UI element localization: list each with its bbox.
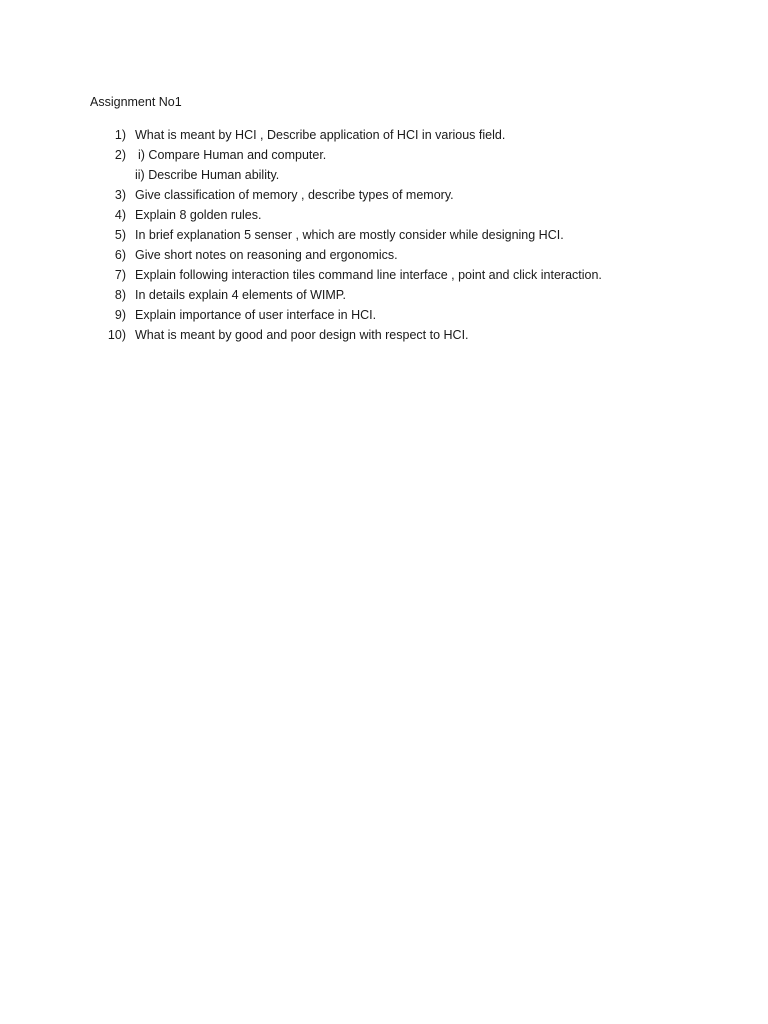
question-text: Explain 8 golden rules.	[135, 208, 262, 222]
question-item	[96, 285, 736, 305]
document-title: Assignment No1	[90, 95, 182, 109]
question-number: 4)	[114, 208, 126, 222]
question-number: 9)	[114, 308, 126, 322]
question-text: In details explain 4 elements of WIMP.	[135, 288, 346, 302]
question-item	[96, 325, 736, 345]
question-number: 1)	[114, 128, 126, 142]
question-number: 8)	[114, 288, 126, 302]
question-list	[96, 125, 736, 345]
question-text: Give short notes on reasoning and ergonomics.	[135, 248, 398, 262]
question-item	[96, 305, 736, 325]
question-item	[96, 145, 736, 185]
question-text: Explain following interaction tiles command line interface , point and click interaction.	[135, 268, 602, 282]
question-item	[96, 125, 736, 145]
question-number: 2)	[114, 148, 126, 162]
question-item	[96, 185, 736, 205]
question-subpart: i) Compare Human and computer.	[138, 148, 327, 162]
question-item	[96, 245, 736, 265]
question-item	[96, 265, 736, 285]
question-number: 7)	[114, 268, 126, 282]
question-subpart: ii) Describe Human ability.	[135, 168, 280, 182]
question-text: What is meant by HCI , Describe application of HCI in various field.	[135, 128, 506, 142]
question-text: What is meant by good and poor design with respect to HCI.	[135, 328, 469, 342]
question-text: Explain importance of user interface in HCI.	[135, 308, 377, 322]
question-item	[96, 205, 736, 225]
question-number: 10)	[107, 328, 126, 342]
question-number: 6)	[114, 248, 126, 262]
question-item	[96, 225, 736, 245]
question-number: 5)	[114, 228, 126, 242]
question-number: 3)	[114, 188, 126, 202]
question-text: In brief explanation 5 senser , which are mostly consider while designing HCI.	[135, 228, 564, 242]
question-text: Give classification of memory , describe types of memory.	[135, 188, 454, 202]
